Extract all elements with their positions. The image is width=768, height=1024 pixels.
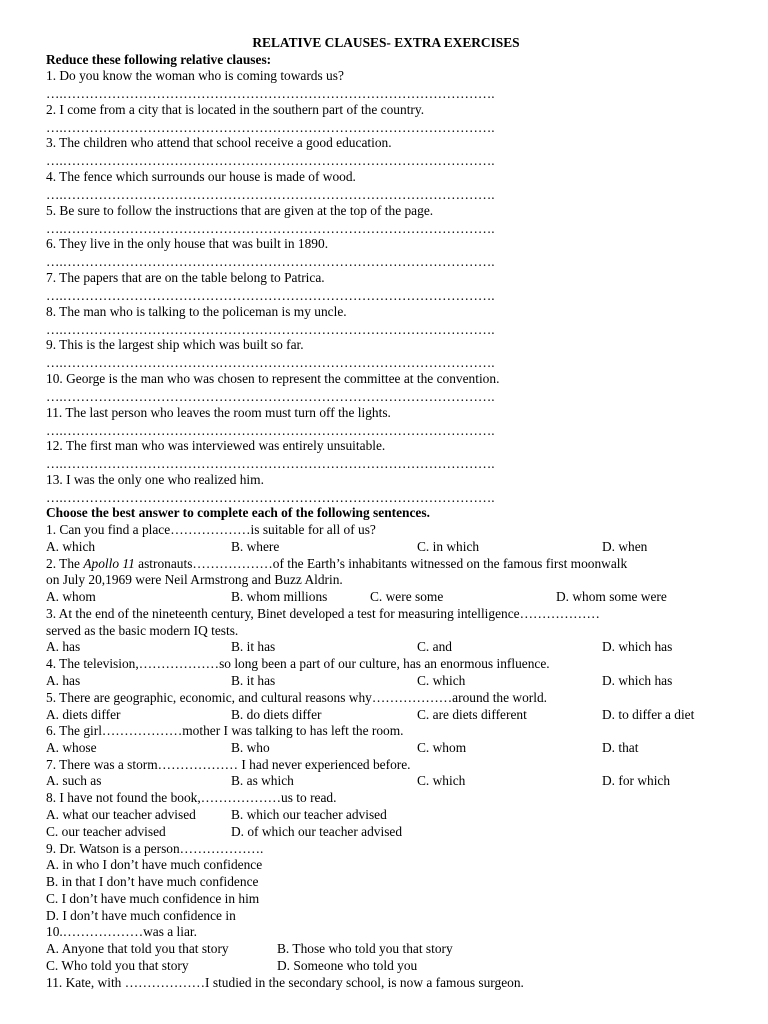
option-a: A. diets differ bbox=[46, 707, 121, 722]
option-c: C. I don’t have much confidence in him bbox=[46, 891, 260, 906]
option-c: C. were some bbox=[370, 589, 444, 604]
option-d: D. I don’t have much confidence in bbox=[46, 908, 236, 923]
option-d: D. for which bbox=[602, 773, 671, 788]
question-2-line2: on July 20,1969 were Neil Armstrong and Buzz Aldrin. bbox=[46, 572, 343, 587]
option-c: C. and bbox=[417, 639, 452, 654]
option-a: A. Anyone that told you that story bbox=[46, 941, 229, 956]
option-d: D. of which our teacher advised bbox=[231, 824, 403, 839]
question-2 bbox=[46, 555, 627, 572]
answer-line: ….……………………………………………………………………………………. bbox=[46, 221, 495, 236]
option-d: D. when bbox=[602, 539, 648, 554]
question-2-pre: 2. The bbox=[46, 556, 84, 571]
answer-line: ….……………………………………………………………………………………. bbox=[46, 322, 495, 337]
options-row bbox=[46, 638, 746, 655]
option-b: B. where bbox=[231, 539, 280, 554]
answer-line: ….……………………………………………………………………………………. bbox=[46, 423, 495, 438]
reduce-item: 3. The children who attend that school receive a good education. bbox=[46, 135, 392, 150]
option-c: C. in which bbox=[417, 539, 480, 554]
option-c: C. our teacher advised bbox=[46, 824, 166, 839]
option-a: A. which bbox=[46, 539, 96, 554]
options-row bbox=[46, 588, 746, 605]
option-b: B. it has bbox=[231, 673, 276, 688]
answer-line: ….……………………………………………………………………………………. bbox=[46, 187, 495, 202]
options-row bbox=[46, 772, 746, 789]
option-b: B. who bbox=[231, 740, 270, 755]
question-4: 4. The television,………………so long been a part of our culture, has an enormous influence. bbox=[46, 656, 550, 671]
question-9: 9. Dr. Watson is a person………………. bbox=[46, 841, 264, 856]
options-row bbox=[46, 706, 746, 723]
options-row bbox=[46, 957, 746, 974]
answer-line: ….……………………………………………………………………………………. bbox=[46, 389, 495, 404]
option-b: B. in that I don’t have much confidence bbox=[46, 874, 259, 889]
reduce-item: 11. The last person who leaves the room must turn off the lights. bbox=[46, 405, 391, 420]
options-row bbox=[46, 806, 746, 823]
option-a: A. has bbox=[46, 639, 81, 654]
options-row bbox=[46, 823, 746, 840]
question-5: 5. There are geographic, economic, and cultural reasons why………………around the world. bbox=[46, 690, 548, 705]
option-c: C. are diets different bbox=[417, 707, 527, 722]
option-d: D. to differ a diet bbox=[602, 707, 695, 722]
answer-line: ….……………………………………………………………………………………. bbox=[46, 254, 495, 269]
option-d: D. which has bbox=[602, 673, 673, 688]
option-a: A. such as bbox=[46, 773, 102, 788]
options-row bbox=[46, 538, 746, 555]
reduce-item: 6. They live in the only house that was built in 1890. bbox=[46, 236, 329, 251]
option-b: B. it has bbox=[231, 639, 276, 654]
options-row bbox=[46, 739, 746, 756]
option-b: B. Those who told you that story bbox=[277, 941, 453, 956]
option-b: B. whom millions bbox=[231, 589, 328, 604]
reduce-item: 7. The papers that are on the table belong to Patrica. bbox=[46, 270, 325, 285]
question-3-line2: served as the basic modern IQ tests. bbox=[46, 623, 239, 638]
option-a: A. what our teacher advised bbox=[46, 807, 196, 822]
reduce-item: 13. I was the only one who realized him. bbox=[46, 472, 264, 487]
option-d: D. Someone who told you bbox=[277, 958, 418, 973]
section2-heading: Choose the best answer to complete each of the following sentences. bbox=[46, 505, 430, 520]
answer-line: ….……………………………………………………………………………………. bbox=[46, 355, 495, 370]
option-a: A. whose bbox=[46, 740, 97, 755]
reduce-item: 2. I come from a city that is located in the southern part of the country. bbox=[46, 102, 425, 117]
question-7: 7. There was a storm……………… I had never experienced before. bbox=[46, 757, 411, 772]
option-d: D. whom some were bbox=[556, 589, 667, 604]
answer-line: ….……………………………………………………………………………………. bbox=[46, 288, 495, 303]
question-10: 10.………………was a liar. bbox=[46, 924, 197, 939]
answer-line: ….……………………………………………………………………………………. bbox=[46, 153, 495, 168]
option-a: A. has bbox=[46, 673, 81, 688]
answer-line: ….……………………………………………………………………………………. bbox=[46, 490, 495, 505]
answer-line: ….……………………………………………………………………………………. bbox=[46, 120, 495, 135]
question-2-italic: Apollo 11 bbox=[83, 556, 135, 571]
question-3: 3. At the end of the nineteenth century, Binet developed a test for measuring intelligence……………… bbox=[46, 606, 600, 621]
reduce-item: 10. George is the man who was chosen to represent the committee at the convention. bbox=[46, 371, 500, 386]
answer-line: ….……………………………………………………………………………………. bbox=[46, 86, 495, 101]
option-c: C. Who told you that story bbox=[46, 958, 189, 973]
option-d: D. which has bbox=[602, 639, 673, 654]
option-c: C. which bbox=[417, 773, 466, 788]
question-11: 11. Kate, with ………………I studied in the secondary school, is now a famous surgeon. bbox=[46, 975, 524, 990]
option-d: D. that bbox=[602, 740, 639, 755]
reduce-item: 8. The man who is talking to the policeman is my uncle. bbox=[46, 304, 347, 319]
option-b: B. as which bbox=[231, 773, 294, 788]
question-2-post: astronauts………………of the Earth’s inhabitants witnessed on the famous first moonwalk bbox=[134, 556, 628, 571]
option-b: B. which our teacher advised bbox=[231, 807, 387, 822]
reduce-item: 1. Do you know the woman who is coming towards us? bbox=[46, 68, 344, 83]
option-b: B. do diets differ bbox=[231, 707, 322, 722]
page-title: RELATIVE CLAUSES- EXTRA EXERCISES bbox=[252, 35, 520, 50]
reduce-item: 12. The first man who was interviewed was entirely unsuitable. bbox=[46, 438, 386, 453]
question-1: 1. Can you find a place………………is suitable for all of us? bbox=[46, 522, 376, 537]
reduce-item: 9. This is the largest ship which was built so far. bbox=[46, 337, 304, 352]
options-row bbox=[46, 672, 746, 689]
option-a: A. in who I don’t have much confidence bbox=[46, 857, 263, 872]
section1-heading: Reduce these following relative clauses: bbox=[46, 52, 272, 67]
question-8: 8. I have not found the book,………………us to read. bbox=[46, 790, 337, 805]
options-row bbox=[46, 940, 746, 957]
option-c: C. which bbox=[417, 673, 466, 688]
option-c: C. whom bbox=[417, 740, 467, 755]
reduce-item: 4. The fence which surrounds our house is made of wood. bbox=[46, 169, 356, 184]
reduce-item: 5. Be sure to follow the instructions that are given at the top of the page. bbox=[46, 203, 434, 218]
question-6: 6. The girl………………mother I was talking to has left the room. bbox=[46, 723, 404, 738]
option-a: A. whom bbox=[46, 589, 96, 604]
answer-line: ….……………………………………………………………………………………. bbox=[46, 456, 495, 471]
